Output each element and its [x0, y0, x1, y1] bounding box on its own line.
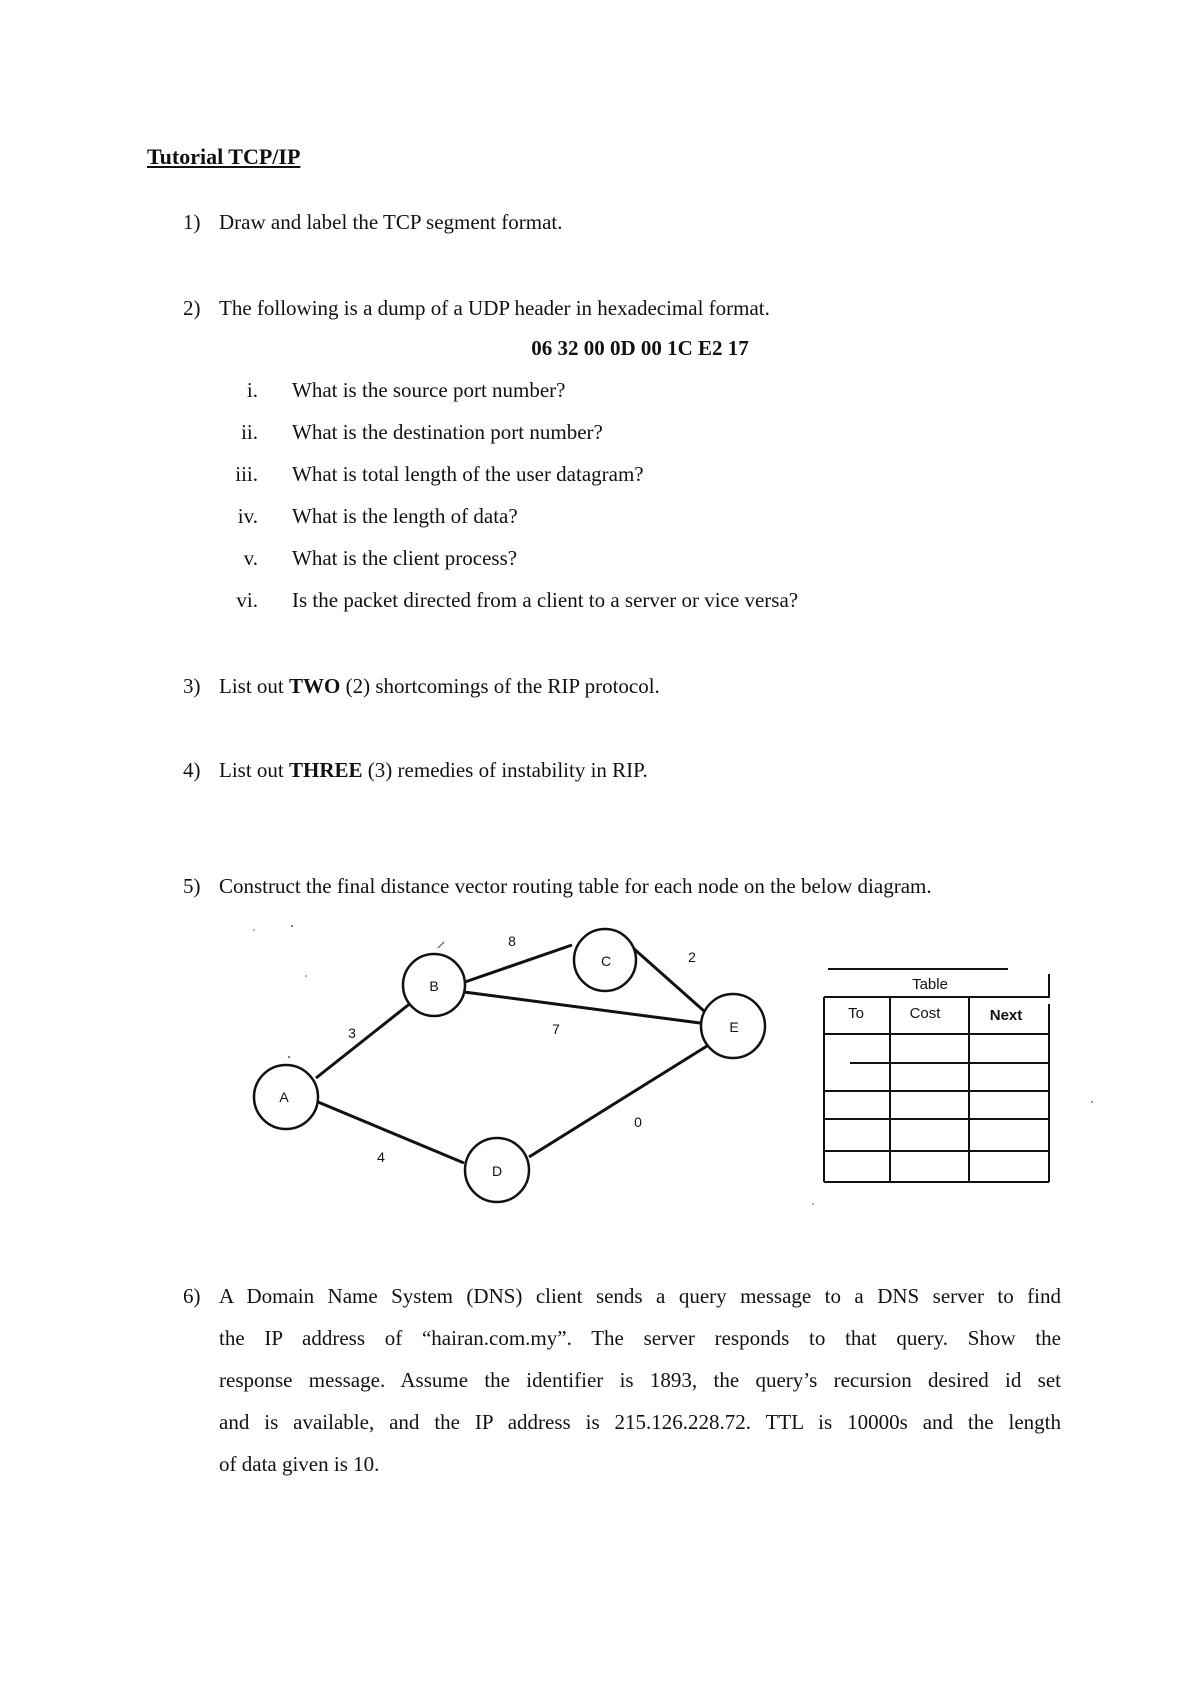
table-header-next: Next [989, 1007, 1023, 1024]
subquestion-number: i. [246, 378, 258, 402]
question-4-text-pre: List out [219, 758, 290, 782]
edge-b-c-weight: 8 [508, 933, 516, 949]
edge-a-b [316, 1002, 412, 1078]
edge-a-d-weight: 4 [377, 1149, 385, 1165]
subquestion-text: What is the length of data? [292, 504, 518, 528]
question-4-text-mid: (3) [362, 758, 393, 782]
question-2-text: The following is a dump of a UDP header in hexadecimal format. [219, 296, 770, 320]
scan-speck [291, 925, 293, 927]
udp-hex-dump: 06 32 00 0D 00 1C E2 17 [531, 336, 749, 360]
scan-speck [812, 1203, 814, 1205]
subquestion-text: What is total length of the user datagram? [292, 462, 644, 486]
edge-b-e-weight: 7 [552, 1021, 560, 1037]
question-4-emphasis: THREE [289, 758, 363, 782]
page-title: Tutorial TCP/IP [147, 144, 301, 169]
question-4-text-post: remedies of instability in RIP. [392, 758, 648, 782]
scan-speck [288, 1056, 290, 1058]
question-6-number: 6) [183, 1284, 201, 1308]
edge-b-e [464, 992, 700, 1023]
question-4-number: 4) [183, 758, 201, 782]
question-3-text-pre: List out [219, 674, 290, 698]
scan-speck [305, 975, 307, 977]
edge-a-d [318, 1102, 464, 1163]
subquestion-number: v. [243, 546, 258, 570]
routing-table [824, 969, 1049, 1182]
node-a-label: A [279, 1089, 289, 1105]
edge-d-e-weight: 0 [634, 1114, 642, 1130]
table-title: Table [912, 976, 948, 993]
question-6-line: A Domain Name System (DNS) client sends a query message to a DNS server to find [219, 1284, 1061, 1308]
question-6-line: the IP address of “hairan.com.my”. The server responds to that query. Show the [219, 1326, 1061, 1350]
subquestion-text: What is the client process? [292, 546, 518, 570]
scan-speck [1091, 1101, 1093, 1103]
node-d-label: D [491, 1163, 503, 1179]
question-6-line: and is available, and the IP address is 215.126.228.72. TTL is 10000s and the length [219, 1410, 1061, 1434]
question-5-text: Construct the final distance vector routing table for each node on the below diagram. [219, 874, 932, 898]
edge-a-b-weight: 3 [348, 1025, 356, 1041]
subquestion-number: vi. [236, 588, 258, 612]
edge-d-e [529, 1046, 707, 1157]
question-3-emphasis: TWO [289, 674, 341, 698]
question-2-number: 2) [183, 296, 201, 320]
question-3-text-post: shortcomings of the RIP protocol. [370, 674, 660, 698]
subquestion-text: What is the destination port number? [292, 420, 603, 444]
node-b-label: B [429, 978, 439, 994]
scan-mark [438, 942, 444, 948]
subquestion-number: ii. [241, 420, 258, 444]
question-3-number: 3) [183, 674, 201, 698]
edge-c-e-weight: 2 [688, 949, 696, 965]
subquestion-number: iv. [237, 504, 258, 528]
question-6-line: of data given is 10. [219, 1452, 380, 1476]
node-e-label: E [729, 1019, 739, 1035]
question-5-number: 5) [183, 874, 201, 898]
table-header-to: To [848, 1005, 864, 1022]
subquestion-text: What is the source port number? [292, 378, 566, 402]
node-c-label: C [600, 953, 612, 969]
scan-speck [253, 929, 255, 931]
subquestion-number: iii. [235, 462, 258, 486]
question-6-line: response message. Assume the identifier is 1893, the query’s recursion desired id set [219, 1368, 1061, 1392]
edge-b-c [462, 945, 572, 983]
table-header-cost: Cost [909, 1005, 941, 1022]
question-3-text-mid: (2) [340, 674, 371, 698]
question-1-number: 1) [183, 210, 201, 234]
subquestion-text: Is the packet directed from a client to a server or vice versa? [292, 588, 799, 612]
question-1-text: Draw and label the TCP segment format. [219, 210, 563, 234]
